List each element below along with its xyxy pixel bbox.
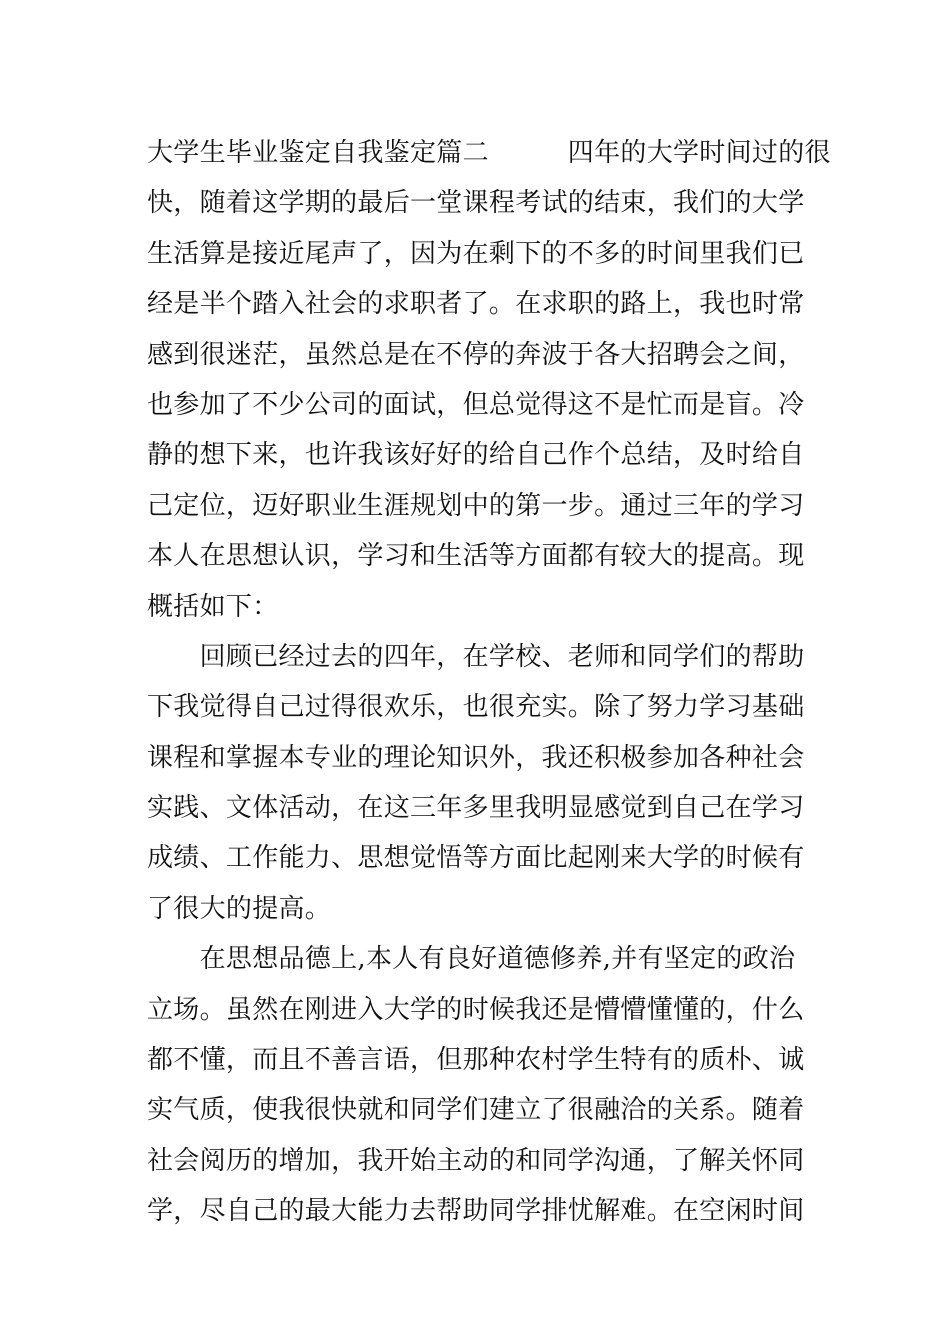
text-line: 回顾已经过去的四年，在学校、老师和同学们的帮助 bbox=[147, 641, 805, 672]
text-line: 经是半个踏入社会的求职者了。在求职的路上，我也时常 bbox=[147, 289, 805, 320]
text-line: 快，随着这学期的最后一堂课程考试的结束，我们的大学 bbox=[147, 188, 805, 219]
text-line: 静的想下来，也许我该好好的给自己作个总结，及时给自 bbox=[147, 440, 805, 471]
text-line: 本人在思想认识，学习和生活等方面都有较大的提高。现 bbox=[147, 541, 805, 572]
text-line: 了很大的提高。 bbox=[147, 893, 332, 924]
text-line: 己定位，迈好职业生涯规划中的第一步。通过三年的学习 bbox=[147, 490, 805, 521]
text-line: 也参加了不少公司的面试，但总觉得这不是忙而是盲。冷 bbox=[147, 389, 805, 420]
text-line: 社会阅历的增加，我开始主动的和同学沟通，了解关怀同 bbox=[147, 1145, 805, 1176]
text-line: 实气质，使我很快就和同学们建立了很融洽的关系。随着 bbox=[147, 1095, 805, 1126]
text-line: 下我觉得自己过得很欢乐，也很充实。除了努力学习基础 bbox=[147, 692, 805, 723]
text-line: 成绩、工作能力、思想觉悟等方面比起刚来大学的时候有 bbox=[147, 843, 805, 874]
text-line: 立场。虽然在刚进入大学的时候我还是懵懵懂懂的，什么 bbox=[147, 994, 805, 1025]
text-line: 生活算是接近尾声了，因为在剩下的不多的时间里我们已 bbox=[147, 238, 805, 269]
text-line: 感到很迷茫，虽然总是在不停的奔波于各大招聘会之间， bbox=[147, 339, 805, 370]
text-line: 实践、文体活动，在这三年多里我明显感觉到自己在学习 bbox=[147, 793, 805, 824]
text-line: 大学生毕业鉴定自我鉴定篇二 四年的大学时间过的很 bbox=[147, 138, 831, 168]
text-line: 都不懂，而且不善言语，但那种农村学生特有的质朴、诚 bbox=[147, 1045, 805, 1076]
text-line: 在思想品德上,本人有良好道德修养,并有坚定的政治 bbox=[147, 944, 796, 975]
text-line: 课程和掌握本专业的理论知识外，我还积极参加各种社会 bbox=[147, 742, 805, 773]
text-line: 学，尽自己的最大能力去帮助同学排忧解难。在空闲时间 bbox=[147, 1196, 805, 1227]
text-line: 概括如下： bbox=[147, 591, 279, 622]
document-body bbox=[147, 128, 831, 1237]
